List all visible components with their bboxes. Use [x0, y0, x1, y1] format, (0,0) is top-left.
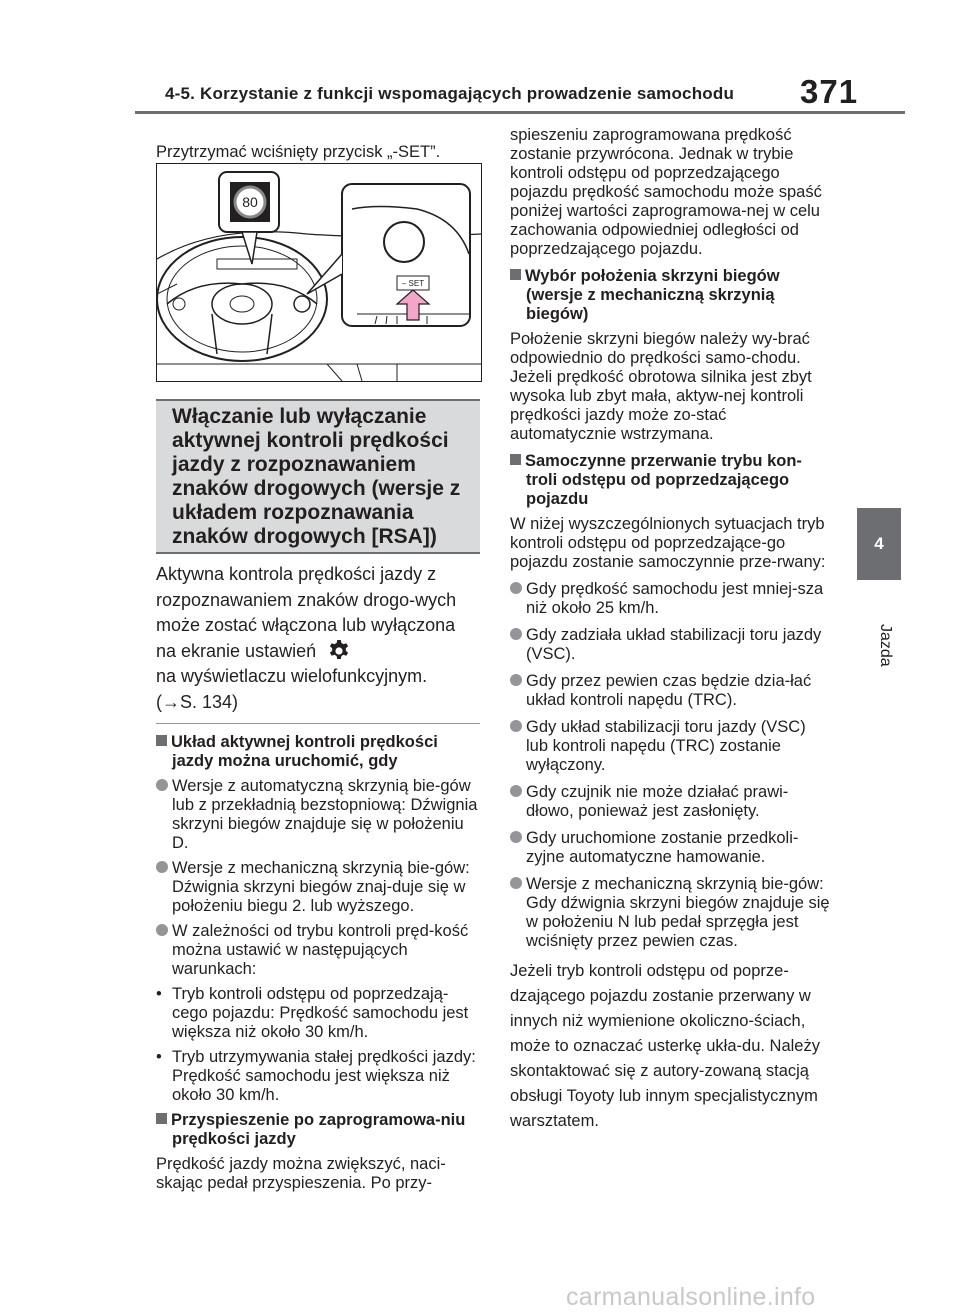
round-bullet-icon [510, 628, 522, 640]
list-item: Gdy prędkość samochodu jest mniej-sza niż około 25 km/h. [510, 580, 832, 618]
note-paragraph: W niżej wyszczególnionych sytuacjach tryb kontroli odstępu od poprzedzające-go pojazdu zostanie samoczynnie prze-rwany: [510, 515, 826, 571]
round-bullet-icon [510, 582, 522, 594]
header-rule [135, 111, 905, 114]
section-body [156, 562, 476, 715]
square-bullet-icon [156, 735, 167, 746]
section-divider [156, 723, 480, 724]
speed-display-value: 80 [242, 194, 258, 210]
note-paragraph: spieszeniu zaprogramowana prędkość zostanie przywrócona. Jednak w trybie kontroli odstępu od poprzedzającego pojazdu prędkość samochodu może spaść poniżej wartości zaprogramowa-nej w celu zachowania odpowiedniej odległości od poprzedzającego pojazdu. [510, 126, 822, 258]
set-button-label: – SET [401, 279, 425, 288]
right-column-notes [510, 126, 832, 1134]
page-number: 371 [800, 73, 859, 110]
watermark: carmanualsonline.info [566, 1283, 816, 1311]
note-heading: Samoczynne przerwanie trybu kon-troli odstępu od poprzedzającego pojazdu [510, 452, 832, 509]
list-item: Gdy układ stabilizacji toru jazdy (VSC) lub kontroli napędu (TRC) zostanie wyłączony. [510, 718, 832, 775]
note-paragraph: Prędkość jazdy można zwiększyć, naci-skając pedał przyspieszenia. Po przy- [156, 1155, 446, 1192]
chapter-tab-label: Jazda [877, 624, 894, 667]
steering-wheel-figure [156, 163, 482, 382]
gear-icon [327, 639, 351, 663]
list-item: Wersje z mechaniczną skrzynią bie-gów: Gdy dźwignia skrzyni biegów znajduje się w położeniu N lub pedał sprzęgła jest wciśnięty przez pewien czas. [510, 875, 832, 951]
sub-list-item: • Tryb utrzymywania stałej prędkości jazdy: Prędkość samochodu jest większa niż około 30 km/h. [156, 1048, 476, 1104]
round-bullet-icon [156, 779, 168, 791]
section-body-text-2: na wyświetlaczu wielofunkcyjnym. [156, 666, 428, 686]
list-item: W zależności od trybu kontroli pręd-kość można ustawić w następujących warunkach: [156, 922, 478, 979]
list-item: Gdy przez pewien czas będzie dzia-łać układ kontroli napędu (TRC). [510, 672, 832, 710]
note-heading: Wybór położenia skrzyni biegów (wersje z mechaniczną skrzynią biegów) [510, 267, 832, 324]
page-header-title: 4-5. Korzystanie z funkcji wspomagających prowadzenie samochodu [165, 84, 735, 103]
round-bullet-icon [156, 924, 168, 936]
note-heading: Przyspieszenie po zaprogramowa-niu prędkości jazdy [156, 1111, 478, 1149]
round-bullet-icon [510, 674, 522, 686]
square-bullet-icon [156, 1113, 167, 1124]
intro-text: Przytrzymać wciśnięty przycisk „-SET”. [156, 142, 441, 161]
list-item: Wersje z mechaniczną skrzynią bie-gów: Dźwignia skrzyni biegów znaj-duje się w położeniu biegu 2. lub wyższego. [156, 859, 478, 916]
section-heading-box [156, 399, 480, 554]
left-column-notes [156, 733, 478, 1193]
list-item: Gdy czujnik nie może działać prawi-dłowo, ponieważ jest zasłonięty. [510, 783, 832, 821]
round-bullet-icon [510, 785, 522, 797]
list-item: Gdy zadziała układ stabilizacji toru jazdy (VSC). [510, 626, 832, 664]
note-heading: Układ aktywnej kontroli prędkości jazdy można uruchomić, gdy [156, 733, 478, 771]
list-item: Wersje z automatyczną skrzynią bie-gów lub z przekładnią bezstopniową: Dźwignia skrzyni biegów znajduje się w położeniu D. [156, 777, 478, 853]
square-bullet-icon [510, 454, 521, 465]
round-bullet-icon [510, 831, 522, 843]
note-paragraph: Położenie skrzyni biegów należy wy-brać odpowiednio do prędkości samo-chodu. Jeżeli prędkość obrotowa silnika jest zbyt wysoka lub zbyt mała, aktyw-nej kontroli prędkości jazdy może zo-stać automatycznie wstrzymana. [510, 330, 812, 443]
round-bullet-icon [510, 720, 522, 732]
chapter-tab[interactable]: 4 [857, 508, 901, 580]
sub-list-item: • Tryb kontroli odstępu od poprzedzają-cego pojazdu: Prędkość samochodu jest większa niż około 30 km/h. [156, 985, 469, 1041]
section-page-reference[interactable]: (→S. 134) [156, 691, 239, 712]
list-item: Gdy uruchomione zostanie przedkoli-zyjne automatyczne hamowanie. [510, 829, 832, 867]
section-heading: Włączanie lub wyłączanie aktywnej kontroli prędkości jazdy z rozpoznawaniem znaków drogowych (wersje z układem rozpoznawania znaków drogowych [RSA]) [172, 405, 461, 548]
steering-wheel-illustration [157, 164, 481, 381]
section-body-text: Aktywna kontrola prędkości jazdy z rozpoznawaniem znaków drogo-wych może zostać włączona lub wyłączona na ekranie ustawień [156, 564, 457, 661]
round-bullet-icon [156, 861, 168, 873]
square-bullet-icon [510, 269, 521, 280]
round-bullet-icon [510, 877, 522, 889]
note-paragraph: Jeżeli tryb kontroli odstępu od poprze-dzającego pojazdu zostanie przerwany w innych niż wymienione okoliczno-ściach, może to oznaczać usterkę ukła-du. Należy skontaktować się z autory-zowaną stacją obsługi Toyoty lub innym specjalistycznym warsztatem. [510, 962, 820, 1130]
